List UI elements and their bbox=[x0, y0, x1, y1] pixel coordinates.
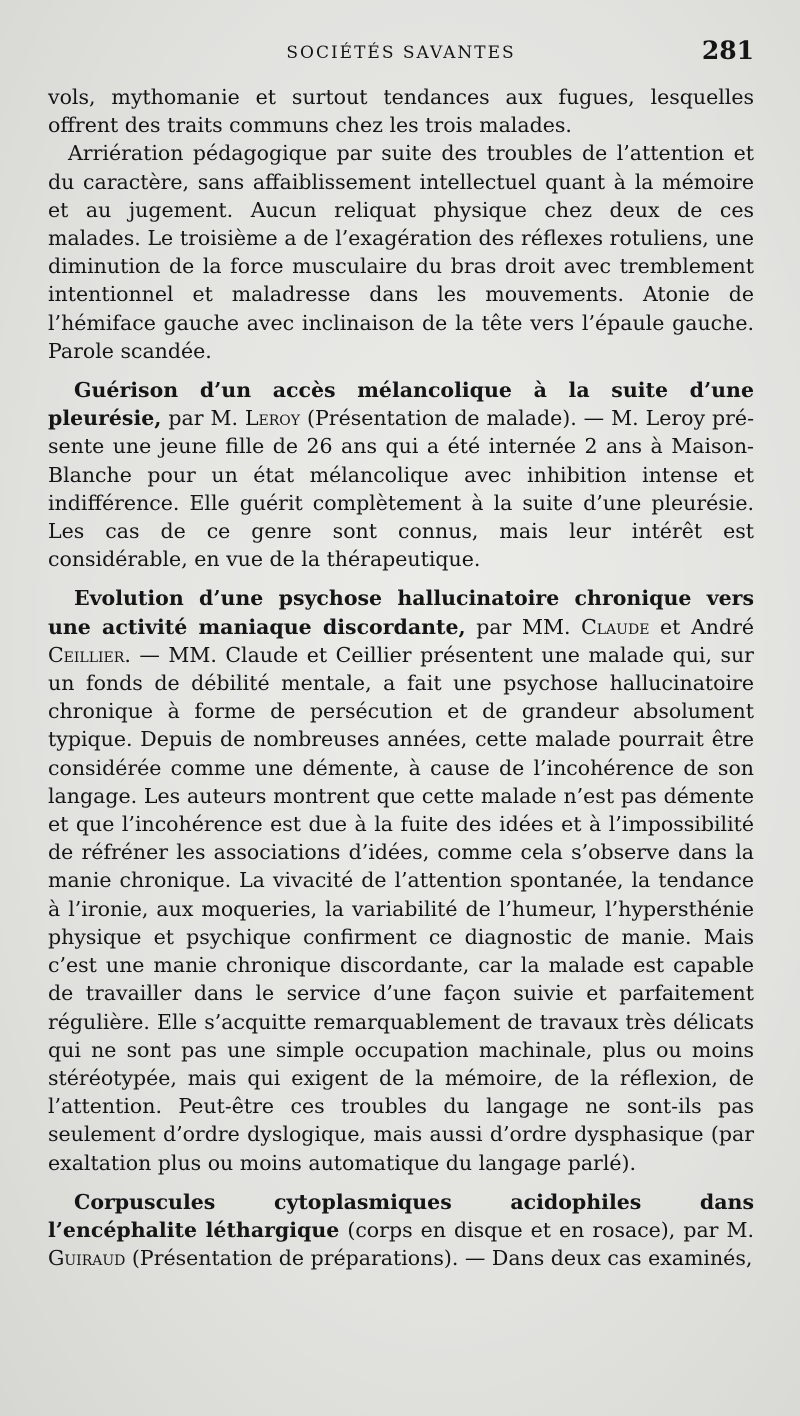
section-body-evolution: . — MM. Claude et Ceillier présentent une malade qui, sur un fonds de débilité mentale, a fait une psychose hallucinatoire chronique à forme de persécution et de grandeur absolument typique. Depuis de nombreuses années, cette malade pourrait être considérée comme une démente, à cause de l’incohérence de son langage. Les auteurs montrent que cette malade n’est pas démente et que l’incohérence est due à la fuite des idées et à l’impossibilité de réfréner les associations d’idées, comme cela s’observe dans la manie chronique. La vivacité de l’attention spontanée, la tendance à l’ironie, aux moqueries, la variabilité de l’humeur, l’hypersthénie physique et psychique confirment ce diagnostic de manie. Mais c’est une manie chronique discordante, car la malade est capable de travailler dans le service d’une façon suivie et parfaitement régulière. Elle s’acquitte remarquablement de travaux très délicats qui ne sont pas une simple occupation machinale, plus ou moins stéréotypée, mais qui exigent de la mémoire, de la réflexion, de l’attention. Peut-être ces troubles du langage ne sont-ils pas seulement d’ordre dyslogique, mais aussi d’ordre dysphasique (par exaltation plus ou moins automatique du langage parlé). bbox=[48, 642, 754, 1175]
author-claude: Claude bbox=[581, 614, 650, 639]
section-title-guerison: Guérison d’un accès mélancolique à la suite d’une pleurésie, bbox=[48, 378, 754, 431]
section-by: par M. bbox=[161, 406, 245, 431]
section-body-guerison: (Présentation de malade). — M. Leroy présente une jeune fille de 26 ans qui a été internée 2 ans à Maison-Blanche pour un état mélancolique avec inhibition intense et indifférence. Elle guérit complètement à la suite d’une pleurésie. Les cas de ce genre sont connus, mais leur intérêt est considérable, en vue de la thérapeutique. bbox=[48, 406, 755, 572]
page-number: 281 bbox=[701, 36, 754, 65]
running-head: SOCIÉTÉS SAVANTES bbox=[286, 43, 516, 63]
section-title-corpuscules: Corpuscules cytoplasmiques acidophiles dans l’encéphalite léthargique bbox=[48, 1189, 754, 1242]
section-by: par MM. bbox=[465, 614, 582, 639]
paragraph-arrieration: Arriération pédagogique par suite des troubles de l’attention et du caractère, sans affaiblissement intellectuel quant à la mémoire et au jugement. Aucun reliquat physique chez deux de ces malades. Le troisième a de l’exagération des réflexes rotuliens, une diminution de la force musculaire du bras droit avec tremblement intentionnel et maladresse dans les mouvements. Atonie de l’hémiface gauche avec inclinaison de la tête vers l’épaule gauche. Parole scandée. bbox=[48, 141, 754, 363]
author-guiraud: Guiraud bbox=[48, 1246, 126, 1271]
section-corpuscules bbox=[48, 1188, 754, 1273]
section-guerison bbox=[48, 376, 754, 573]
author-leroy: Leroy bbox=[244, 406, 301, 431]
author-conjunction: et André bbox=[649, 614, 755, 639]
page-body bbox=[48, 83, 754, 1272]
section-body-corpuscules-1: (corps en disque et en rosace), par M. bbox=[339, 1217, 754, 1242]
paragraph-continuation: vols, mythomanie et surtout tendances aux fugues, lesquelles offrent des traits communs chez les trois malades. bbox=[48, 85, 754, 138]
section-evolution bbox=[48, 584, 754, 1176]
author-ceillier: Ceillier bbox=[48, 642, 125, 667]
page-header bbox=[48, 36, 754, 70]
section-body-corpuscules-2: (Présentation de préparations). — Dans deux cas examinés, bbox=[125, 1246, 753, 1271]
section-title-evolution: Evolution d’une psychose hallucinatoire chronique vers une activité maniaque discordante, bbox=[48, 586, 754, 639]
